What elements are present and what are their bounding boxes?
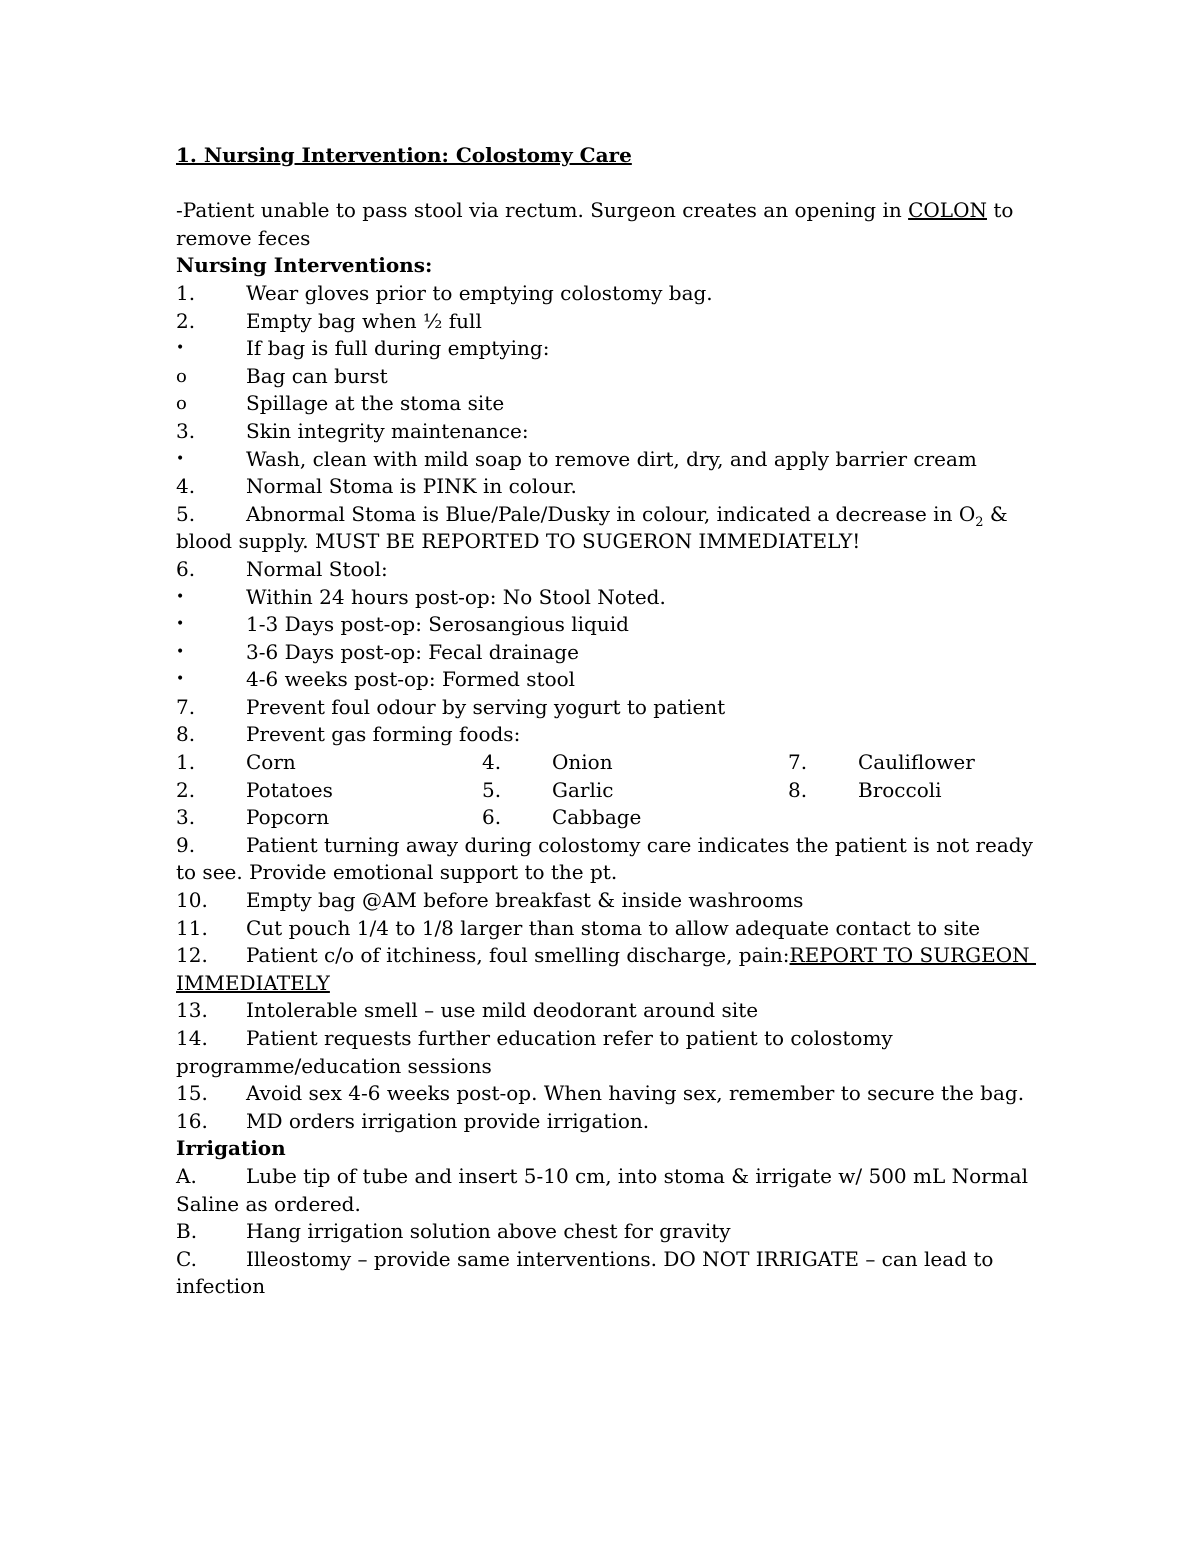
food-item: 2. Potatoes xyxy=(176,777,333,802)
list-item-wrapped: A. Lube tip of tube and insert 5-10 cm, into stoma & irrigate w/ 500 mL Normal Saline as ordered. xyxy=(176,1163,1029,1216)
immediately-text: IMMEDIATELY xyxy=(176,970,330,995)
list-item: B. Hang irrigation solution above chest for gravity xyxy=(176,1219,731,1244)
document-body xyxy=(176,142,1036,1301)
bullet-icon: • xyxy=(176,450,185,467)
list-item-wrapped: 5. Abnormal Stoma is Blue/Pale/Dusky in colour, indicated a decrease in $O_2$ & blood supply. MUST BE REPORTED TO SUGERON IMMEDIATELY! xyxy=(176,501,1008,554)
circle-bullet-icon: o xyxy=(176,393,187,415)
bullet-icon: • xyxy=(176,671,185,688)
bullet-icon: • xyxy=(176,588,185,605)
food-item: 1. Corn xyxy=(176,750,296,775)
bullet-item: • 1-3 Days post-op: Serosangious liquid xyxy=(176,611,1036,639)
bullet-icon: • xyxy=(176,643,185,660)
list-item-wrapped: 12. Patient c/o of itchiness, foul smelling discharge, pain: REPORT TO SURGEON IMMEDIATELY xyxy=(176,943,1036,995)
food-item: 3. Popcorn xyxy=(176,805,330,830)
list-item-wrapped: 9. Patient turning away during colostomy care indicates the patient is not ready to see. Provide emotional support to the pt. xyxy=(176,832,1033,885)
list-item: 8. Prevent gas forming foods: xyxy=(176,722,521,747)
page-title: 1. Nursing Intervention: Colostomy Care xyxy=(176,143,632,167)
intro-line-1: -Patient unable to pass stool via rectum. Surgeon creates an opening in COLON to remove feces xyxy=(176,198,1014,250)
foods-column xyxy=(176,749,482,832)
gas-foods-list xyxy=(176,749,1036,832)
foods-column xyxy=(788,749,988,832)
bullet-item: • Within 24 hours post-op: No Stool Noted. xyxy=(176,584,1036,612)
bullet-item: • 3-6 Days post-op: Fecal drainage xyxy=(176,639,1036,667)
list-item-wrapped: C. Illeostomy – provide same interventions. DO NOT IRRIGATE – can lead to infection xyxy=(176,1246,994,1299)
bullet-item: • Wash, clean with mild soap to remove dirt, dry, and apply barrier cream xyxy=(176,446,1036,474)
list-item: 10. Empty bag @AM before breakfast & inside washrooms xyxy=(176,888,804,913)
foods-column xyxy=(482,749,788,832)
list-item: 13. Intolerable smell – use mild deodorant around site xyxy=(176,998,759,1023)
list-item: 15. Avoid sex 4-6 weeks post-op. When having sex, remember to secure the bag. xyxy=(176,1081,1025,1106)
bullet-item: • If bag is full during emptying: xyxy=(176,335,1036,363)
bullet-icon: • xyxy=(176,340,185,357)
list-item: 1. Wear gloves prior to emptying colostomy bag. xyxy=(176,280,713,305)
intro-post: to remove feces xyxy=(176,198,1014,250)
circle-bullet-icon: o xyxy=(176,365,187,387)
food-item: 6. Cabbage xyxy=(482,805,642,830)
list-item: 3. Skin integrity maintenance: xyxy=(176,418,529,443)
list-item: 11. Cut pouch 1/4 to 1/8 larger than stoma to allow adequate contact to site xyxy=(176,915,981,940)
bullet-item: • 4-6 weeks post-op: Formed stool xyxy=(176,666,1036,694)
food-item: 8. Broccoli xyxy=(788,777,942,802)
irrigation-heading: Irrigation xyxy=(176,1136,286,1161)
list-item: 16. MD orders irrigation provide irrigation. xyxy=(176,1108,650,1133)
list-item: 4. Normal Stoma is PINK in colour. xyxy=(176,474,577,499)
list-item: 2. Empty bag when ½ full xyxy=(176,308,482,333)
food-item: 7. Cauliflower xyxy=(788,750,975,775)
colon-term: COLON xyxy=(908,198,987,223)
sub-bullet-item: o Bag can burst xyxy=(176,363,1036,391)
sub-bullet-item: o Spillage at the stoma site xyxy=(176,390,1036,418)
food-item: 5. Garlic xyxy=(482,777,614,802)
list-item: 7. Prevent foul odour by serving yogurt to patient xyxy=(176,694,726,719)
list-item-wrapped: 14. Patient requests further education refer to patient to colostomy programme/education sessions xyxy=(176,1026,893,1078)
bullet-icon: • xyxy=(176,616,185,633)
report-link-text: REPORT TO SURGEON xyxy=(789,943,1036,968)
food-item: 4. Onion xyxy=(482,750,613,775)
list-item: 6. Normal Stool: xyxy=(176,556,388,581)
interventions-heading: Nursing Interventions: xyxy=(176,253,433,278)
